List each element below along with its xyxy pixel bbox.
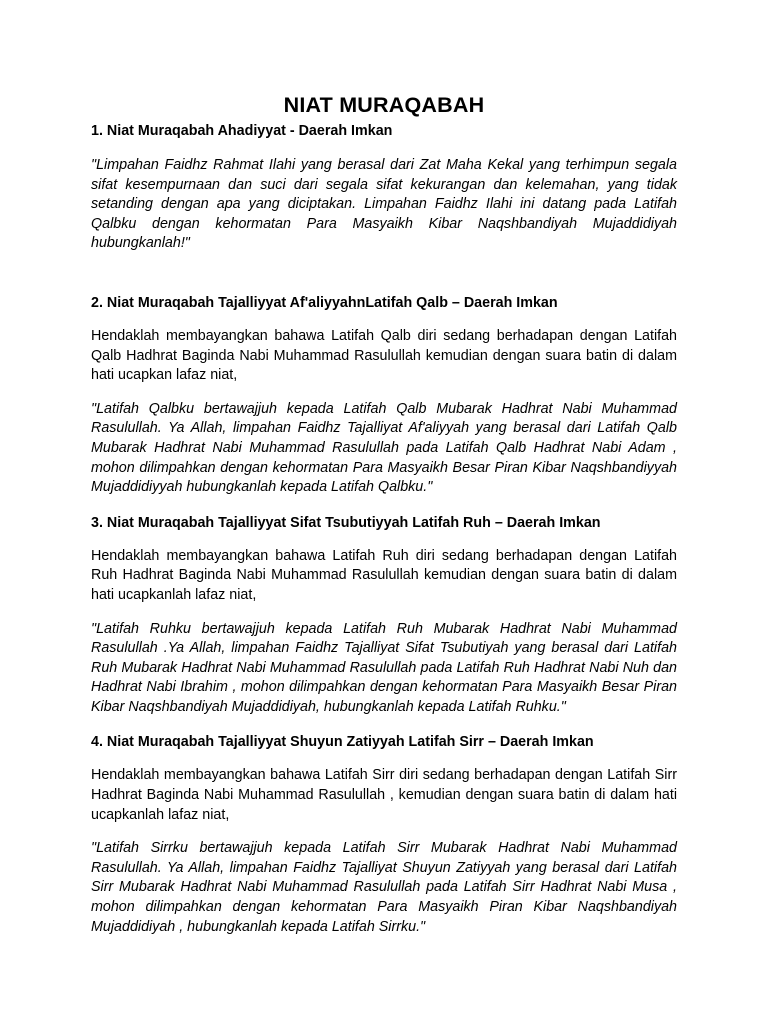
section-heading: 2. Niat Muraqabah Tajalliyyat Af'aliyyahnLatifah Qalb – Daerah Imkan: [91, 294, 558, 311]
document-page: [91, 91, 677, 937]
section-heading: 3. Niat Muraqabah Tajalliyyat Sifat Tsubutiyyah Latifah Ruh – Daerah Imkan: [91, 514, 601, 531]
section-1: [91, 122, 677, 254]
section-4: [91, 733, 677, 937]
section-quote: "Latifah Ruhku bertawajjuh kepada Latifah Ruh Mubarak Hadhrat Nabi Muhammad Rasulullah .Ya Allah, limpahan Faidhz Tajalliyat Sifat Tsubutiyah yang berasal dari Latifah Ruh Mubarak Hadhrat Nabi Muhammad Rasulullah pada Latifah Ruh Hadhrat Nabi Nuh dan Hadhrat Nabi Ibrahim , mohon dilimpahkan dengan kehormatan Para Masyaikh Besar Piran Kibar Naqshbandiyah Mujaddidiyah, hubungkanlah kepada Latifah Ruhku.": [91, 620, 677, 715]
section-quote: "Limpahan Faidhz Rahmat Ilahi yang berasal dari Zat Maha Kekal yang terhimpun segala sifat kesempurnaan dan suci dari segala sifat kekurangan dan kelemahan, yang tidak setanding dengan apa yang diciptakan. Limpahan Faidhz Ilahi ini datang pada Latifah Qalbku dengan kehormatan Para Masyaikh Kibar Naqshbandiyah Mujaddidiyah hubungkanlah!": [91, 157, 677, 252]
section-paragraph: Hendaklah membayangkan bahawa Latifah Ruh diri sedang berhadapan dengan Latifah Ruh Hadhrat Baginda Nabi Muhammad Rasulullah kemudian dengan suara batin di dalam hati ucapkanlah lafaz niat,: [91, 547, 677, 603]
section-2: [91, 294, 677, 498]
section-3: [91, 514, 677, 718]
section-paragraph: Hendaklah membayangkan bahawa Latifah Sirr diri sedang berhadapan dengan Latifah Sirr Hadhrat Baginda Nabi Muhammad Rasulullah , kemudian dengan suara batin di dalam hati ucapkanlah lafaz niat,: [91, 767, 677, 823]
section-heading: 4. Niat Muraqabah Tajalliyyat Shuyun Zatiyyah Latifah Sirr – Daerah Imkan: [91, 734, 594, 751]
section-quote: "Latifah Sirrku bertawajjuh kepada Latifah Sirr Mubarak Hadhrat Nabi Muhammad Rasulullah. Ya Allah, limpahan Faidhz Tajalliyat Shuyun Zatiyyah yang berasal dari Latifah Sirr Mubarak Hadhrat Nabi Muhammad Rasulullah pada Latifah Sirr Hadhrat Nabi Musa , mohon dilimpahkan dengan kehormatan Para Masyaikh Piran Kibar Naqshbandiyah Mujaddidiyah , hubungkanlah kepada Latifah Sirrku.": [91, 840, 677, 935]
page-title: NIAT MURAQABAH: [283, 93, 485, 117]
section-heading: 1. Niat Muraqabah Ahadiyyat - Daerah Imkan: [91, 123, 393, 139]
section-paragraph: Hendaklah membayangkan bahawa Latifah Qalb diri sedang berhadapan dengan Latifah Qalb Hadhrat Baginda Nabi Muhammad Rasulullah kemudian dengan suara batin di dalam hati ucapkan lafaz niat,: [91, 327, 677, 384]
section-quote: "Latifah Qalbku bertawajjuh kepada Latifah Qalb Mubarak Hadhrat Nabi Muhammad Rasulullah. Ya Allah, limpahan Faidhz Tajalliyat Af'aliyyah yang berasal dari Latifah Qalb Mubarak Hadhrat Nabi Muhammad Rasulullah pada Latifah Qalb Hadhrat Nabi Adam , mohon dilimpahkan dengan kehormatan Para Masyaikh Besar Piran Kibar Naqshbandiyyah Mujaddidiyyah hubungkanlah kepada Latifah Qalbku.": [91, 400, 677, 496]
